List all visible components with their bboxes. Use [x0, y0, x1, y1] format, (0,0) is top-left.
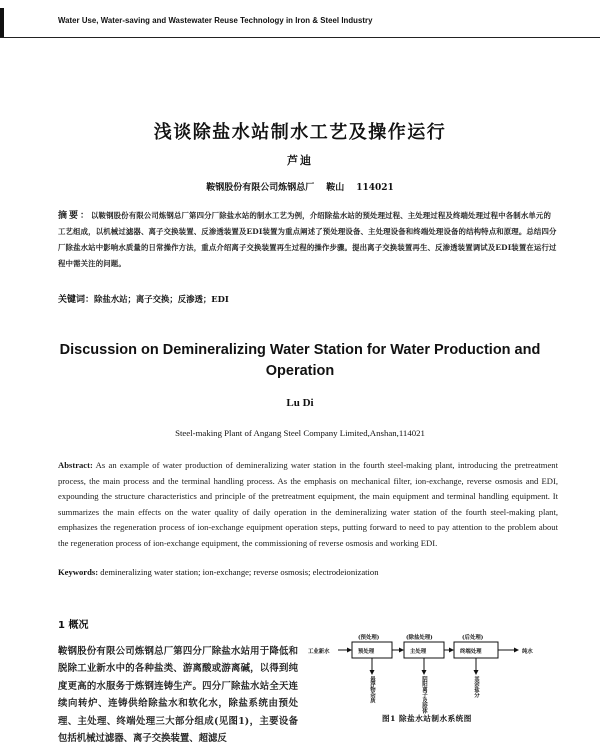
cn-affiliation-city: 鞍山 [326, 183, 345, 193]
figure-output-label: 纯水 [522, 649, 533, 655]
stage-1-header: (预处理) [358, 635, 380, 641]
cn-abstract-label: 摘要： [58, 211, 92, 221]
header-accent-bar [0, 8, 4, 38]
en-keywords-label: Keywords: [58, 567, 99, 577]
figure-1-caption: 图1 除盐水站制水系统图 [382, 714, 472, 723]
cn-affiliation-zip: 114021 [356, 183, 394, 193]
en-abstract-text: As an example of water production of demineralizing water station in the fourth steel-making plant, introducing the pretreatment process, the main process and the terminal handling process. As the emphasis on mechanical filter, ion-exchange, reverse osmosis and EDI, expounding the structure characteristics and principle of the pretreatment equipment, the main equipment and terminal handling equipment. It summarizes the main effects on the water quality of daily operation in the demineralizing water station of the fourth steel-making plant, emphasizes the regeneration process of ion-exchange equipment operation steps, putting forward to need to pay attention to the problem about the regeneration process of ion-exchange equipment, the commissioning of reverse osmosis and working EDI. [58, 460, 558, 548]
cn-affiliation [0, 180, 600, 193]
section-heading: 1 概况 [58, 620, 89, 631]
stage-3-header: (后处理) [462, 635, 484, 641]
en-abstract [58, 458, 558, 551]
stage-3-box-label: 终端处理 [460, 649, 482, 655]
cn-abstract-text: 以鞍钢股份有限公司炼钢总厂第四分厂除盐水站的制水工艺为例，介绍除盐水站的预处理过程、主处理过程及终端处理过程中各制水单元的工艺组成，以机械过滤器、离子交换装置、反渗透装置及EDI装置为重点阐述了预处理设备、主处理设备和终端处理设备的结构特点和原理。总结四分厂除盐水站中影响水质量的日常操作方法，重点介绍离子交换装置再生过程的操作步骤。提出离子交换装置再生、反渗透装置调试及EDI装置在运行过程中需关注的问题。 [58, 211, 557, 268]
en-keywords-text: demineralizing water station; ion-exchange; reverse osmosis; electrodeionization [100, 567, 379, 577]
stage-2-removed: 阴阳离子及胶体 [421, 676, 427, 714]
cn-keywords-text: 除盐水站；离子交换；反渗透；EDI [94, 294, 229, 304]
stage-3-removed: 其余盐分 [473, 676, 479, 698]
stage-2-header: (除盐处理) [406, 635, 433, 641]
en-author: Lu Di [286, 397, 314, 409]
en-keywords [58, 567, 558, 577]
en-affiliation: Steel-making Plant of Angang Steel Company Limited,Anshan,114021 [175, 428, 425, 438]
figure-input-label: 工业新水 [308, 649, 330, 655]
cn-author: 芦迪 [287, 154, 313, 167]
stage-2-box-label: 主处理 [410, 649, 427, 655]
header-rule [0, 37, 600, 38]
en-paper-title: Discussion on Demineralizing Water Station for Water Production and Operation [59, 342, 541, 379]
stage-1-removed: 悬浮物杂质 [369, 676, 375, 703]
cn-keywords-label: 关键词： [58, 295, 95, 305]
cn-abstract [58, 208, 558, 272]
journal-title: Water Use, Water-saving and Wastewater Reuse Technology in Iron & Steel Industry [58, 16, 373, 25]
cn-affiliation-org: 鞍钢股份有限公司炼钢总厂 [206, 183, 315, 193]
cn-paper-title: 浅谈除盐水站制水工艺及操作运行 [153, 122, 447, 143]
section-body-text: 鞍钢股份有限公司炼钢总厂第四分厂除盐水站用于降低和脱除工业新水中的各种盐类、游离酸或游离碱，以得到纯度更高的水服务于炼钢连铸生产。四分厂除盐水站全天连续向转炉、连铸供给除盐水和软化水，除盐系统由预处理、主处理、终端处理三大部分组成(见图1)，主要设备包括机械过滤器、离子交换装置、超滤反 [58, 646, 298, 745]
cn-keywords [58, 292, 558, 305]
stage-1-box-label: 预处理 [358, 649, 375, 655]
en-abstract-label: Abstract: [58, 460, 93, 470]
